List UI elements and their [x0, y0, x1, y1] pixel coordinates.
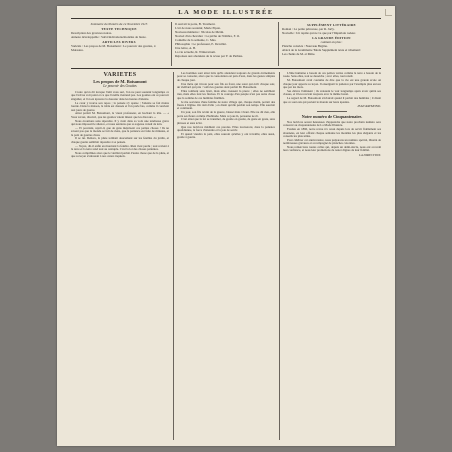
- paragraph: Il se tut. Dehors, la pluie tombait doucement sur les feuilles du jardin, et chaque goutte semblait répondre à sa pensée.: [71, 136, 169, 144]
- paragraph: Que nos lectrices méditent ces paroles. Elles trouveront, dans la patience quotidienne, la force d'attendre et la joie de servir.: [177, 124, 275, 133]
- summary-mid-line: Une lettre, A. B.: [175, 46, 196, 50]
- paragraph: Ses élèves l'aimaient ; ils venaient le voir longtemps après avoir quitté ses classes, et il les recevait toujours avec la même bonté.: [283, 88, 381, 97]
- summary-issue-line: Sommaire du Numéro du 14 Novembre 1915: [90, 22, 148, 26]
- summary-mid-line: Nouveau mémoire : Nicolas de Mérin.: [175, 30, 225, 34]
- paragraph: Un jour, son fils revint de la guerre, blessé mais vivant. Elle ne dit rien, elle porta ses fleurs comme d'habitude. Mais ce jour-là, personne ne rit.: [177, 110, 275, 118]
- summary-head-articles: ARTICLES DIVERS: [102, 40, 136, 44]
- article-title-block: [71, 72, 169, 89]
- article-column-2: [177, 72, 275, 440]
- section-2-title: Notre numéro de Cinquantenaire.: [301, 114, 363, 120]
- paragraph: Elles tombent sans bruit, mais elles creusent la pierre ; elles ne semblent rien, mais elles font les fleuves. Et le courage d'un peuple n'est pas autre chose que la somme de ces humbles fidélités.: [177, 88, 275, 100]
- paragraph: Le regard de M. Boisamont s'éclairait quand il parlait des humbles ; il disait que ce sont eux qui portent le monde sur leurs épaules.: [283, 96, 381, 104]
- paragraph: Croire qu'on dit lorsque l'ami vous sert, l'on ne peut soutenir longtemps ce que l'œil ne voit point et ce que l'oreille n'entend pas. Les gouttes ont ce pouvoir singulier, et l'on en éprouve la douceur dans les heures d'attente.: [71, 90, 169, 101]
- paragraph: Et quand viendra la paix, elles sauront qu'elles y ont travaillé, elles aussi, goutte à goutte.: [177, 131, 275, 140]
- paragraph: C'est ainsi que la foi se transmet, de goutte en goutte, de geste en geste, sans phrases et sans éclat.: [177, 117, 275, 125]
- paragraph: Nous écoutions sans répondre. Il y avait dans sa voix une tendresse grave qui nous imposait le silence, et nous sentions que sa sagesse venait de loin.: [71, 118, 169, 126]
- summary-divider: [278, 22, 279, 66]
- summary-head-technique: TEXTE TECHNIQUE: [101, 27, 137, 31]
- summary-head-supplement: SUPPLÉMENT LITTÉRAIRE: [307, 23, 356, 27]
- section-separator: [317, 111, 346, 112]
- paragraph: Les hommes sont ainsi faits qu'ils attendent toujours de grands événements pour se consoler, alors que la consolation est près d'eux, dans les gestes simples de chaque jour.: [177, 72, 275, 82]
- summary-right-line: contient en plus :: [320, 40, 343, 44]
- summary-right-line: Les chants de M. et Mme.: [282, 52, 316, 56]
- summary-mid-line: Il ouvrait la porte, B. Tresmont.: [175, 22, 216, 26]
- masthead-rule: [71, 18, 381, 19]
- summary-mid-line: La vie actuelle, R. Winterstrom.: [175, 50, 216, 54]
- summary-left-line: Variétés : Les propos de M. Boisamont : Le pouvoir des gouttes, 4 Moissieu.: [71, 44, 156, 52]
- paragraph: Nous remercions toutes celles qui, depuis un demi-siècle, nous ont accordé leur confiance, et nous leur promettons de rester dignes de leur fidélité.: [283, 144, 381, 153]
- article-column-1: [71, 72, 169, 440]
- paragraph: Une mère qui tricote pour son fils au front, une sœur qui écrit chaque soir, un vieillard qui prie : voilà les gouttes dont parlait M. Boisamont.: [177, 81, 275, 90]
- paragraph: Je me souviens d'une femme de notre village qui, chaque matin, portait des fleurs à l'église. On riait d'elle ; on disait qu'elle perdait son temps. Elle souriait et continuait.: [177, 99, 275, 111]
- summary-right-line: Nouvelle : Un rapide qui ne va que par l'Impériale rodeur.: [282, 31, 356, 35]
- column-divider: [279, 72, 280, 440]
- summary-right: [282, 22, 381, 56]
- summary-divider: [171, 22, 172, 66]
- newspaper-page: [57, 6, 395, 446]
- paragraph: Ainsi parlait M. Boisamont, le vieux professeur, en hochant la tête. — « Vous verrez, disait-il, que les gouttes valent mieux que les discours. »: [71, 111, 169, 119]
- article-subtitle: Les propos de M. Boisamont: [93, 79, 147, 84]
- paragraph: Fondée en 1860, notre revue n'a cessé depuis lors de servir fidèlement ses abonnées, en leur offrant chaque semaine les modèles les plus élégants et les conseils les plus utiles.: [283, 127, 381, 138]
- summary-left-line: Annexe développable : Suivi/indications/modèles de buste.: [71, 35, 147, 39]
- column-divider: [173, 72, 174, 440]
- article-subtitle-2: Le pouvoir des Gouttes: [103, 84, 137, 89]
- summary-head-edition: LA GRANDE ÉDITION: [312, 36, 351, 40]
- summary-bottom-rule: [71, 68, 381, 69]
- summary-mid-line: Réponses aux abonnées de la revue par Y. de Puthtes.: [175, 54, 244, 58]
- article-column-3: [283, 72, 381, 440]
- summary-mid-line: Comédie de la semaine, C. Mas.: [175, 38, 217, 42]
- summary-right-line: Abécé de la Grammaire 'Mode Supplément texte et vêtement'.: [282, 48, 362, 52]
- summary-middle: [175, 22, 275, 58]
- article-signature: JEAN RAYMOND.: [357, 103, 381, 108]
- article-title: VARIÉTÉS: [103, 72, 137, 78]
- paragraph: — Voyez, dit-il enfin en montrant la fenêtre. Rien n'est perdu ; tout revient à la terre et la terre rend tout au centuple. C'est la loi des choses patientes.: [71, 143, 169, 152]
- summary-right-line: Roman : La petite princesse, par R. Jarly.: [282, 27, 335, 31]
- summary-left: [71, 22, 167, 52]
- paragraph: L'âme humaine a besoin de ces petites vertus comme la terre a besoin de la rosée. Sans elles, tout se dessèche ; avec elles, tout renaît.: [283, 72, 381, 79]
- summary-right-line: Planche coloriée : Nouveau Bégina.: [282, 44, 328, 48]
- summary-mid-line: Nouvel d'un chevalier : La pêche de l'Ombre, F. O.: [175, 34, 240, 38]
- paragraph: M. Boisamont avait coutume de dire que la vie est une grande école où chaque jour apporte sa leçon. Il enseignait la patience par l'exemple plus encore que par les mots.: [283, 78, 381, 90]
- paragraph: Nos lectrices seront heureuses d'apprendre que notre prochain numéro sera consacré au cinquantenaire de La Mode Illustrée.: [283, 119, 381, 128]
- section-2-signature: LA DIRECTION.: [359, 152, 381, 157]
- paragraph: Nous comprîmes alors que le vieillard parlait d'autre chose que de la pluie, et que sa leçon s'adressait à nos cœurs inquiets.: [71, 150, 169, 159]
- masthead-title: LA MODE ILLUSTRÉE: [178, 9, 274, 16]
- paragraph: Le cœur y trouve son repos ; la pensée s'y apaise ; l'attente se fait moins lourde. Dans la maison, la table est dressée et l'on parle bas, comme il convient aux jours de guerre.: [71, 100, 169, 112]
- paragraph: — Et pourtant, reprit-il, que de gens méprisent ces petites choses ! Ils ne savent pas que le monde se fait de riens, que la patience est faite de minutes, et la paix de gouttes d'eau.: [71, 125, 169, 137]
- summary-mid-line: L'art de nous soutenir, Marie Pipon.: [175, 26, 221, 30]
- summary-mid-line: Philosophie : Le professeur, E. Dewillet.: [175, 42, 227, 46]
- summary-left-line: Description des gravures noires.: [71, 31, 113, 35]
- paragraph: Pour célébrer cet anniversaire, nous préparons un numéro spécial, illustré de nombreuses gravures et accompagné de planches coloriées.: [283, 137, 381, 146]
